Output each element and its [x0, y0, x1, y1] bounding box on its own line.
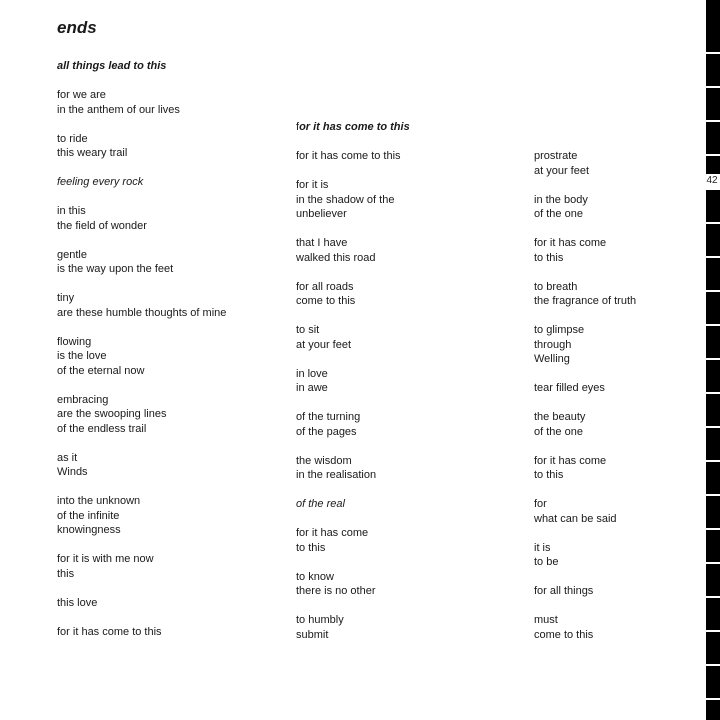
poem-line: of the infinite	[57, 509, 120, 522]
strip-gap	[706, 86, 720, 88]
stanza	[296, 178, 516, 222]
poem-line: to this	[296, 541, 326, 554]
poem-line: to ride	[57, 132, 88, 145]
poem-line: for all roads	[296, 280, 354, 293]
poem-line: to know	[296, 570, 334, 583]
section-heading	[296, 120, 516, 135]
stanza	[296, 570, 516, 599]
strip-gap	[706, 562, 720, 564]
poem-line: this love	[57, 596, 98, 609]
strip-gap	[706, 460, 720, 462]
poem-line: of the real	[296, 498, 345, 510]
strip-gap	[706, 596, 720, 598]
stanza	[296, 526, 516, 555]
strip-gap	[706, 188, 720, 190]
poem-line: of the pages	[296, 425, 357, 438]
stanza	[57, 451, 277, 480]
poem-line: embracing	[57, 393, 109, 406]
strip-gap	[706, 494, 720, 496]
stanza	[534, 613, 704, 642]
stanza	[57, 596, 277, 611]
poem-line: come to this	[296, 295, 356, 307]
poem-line: what can be said	[534, 512, 617, 525]
stanza	[296, 613, 516, 642]
poem-line: to breath	[534, 280, 578, 293]
stanza	[296, 497, 516, 512]
poem-line: as it	[57, 451, 78, 464]
strip-gap	[706, 426, 720, 428]
poem-line: Welling	[534, 353, 570, 365]
poem-line: flowing	[57, 335, 92, 348]
poem-line: tiny	[57, 292, 75, 304]
poem-line: for	[534, 498, 547, 510]
stanza	[534, 193, 704, 222]
poem-line: to this	[534, 469, 564, 481]
poem-line: the beauty	[534, 411, 586, 423]
poem-line: for it is	[296, 179, 329, 191]
poem-line: feeling every rock	[57, 176, 144, 188]
poem-column-2	[296, 120, 516, 657]
poem-line: to humbly	[296, 614, 344, 626]
stanza	[57, 625, 277, 640]
poem-line: for it has come to this	[57, 625, 162, 638]
poem-line: all things lead to this	[57, 60, 167, 72]
poem-line: for it has come	[534, 454, 607, 467]
strip-gap	[706, 358, 720, 360]
poem-line: to be	[534, 556, 559, 568]
poem-line: for it is with me now	[57, 553, 154, 565]
stanza	[534, 236, 704, 265]
heading-first-letter: f	[296, 121, 300, 133]
section-heading-line	[296, 120, 516, 135]
poem-line: there is no other	[296, 585, 376, 597]
poem-line: to glimpse	[534, 324, 585, 336]
stanza	[534, 149, 704, 178]
poem-line: in the body	[534, 193, 588, 206]
stanza	[296, 454, 516, 483]
poem-line: in the shadow of the	[296, 193, 395, 206]
poem-line: come to this	[534, 628, 594, 641]
poem-line: is the love	[57, 350, 107, 362]
poem-line: of the one	[534, 425, 583, 438]
stanza	[57, 393, 277, 437]
poem-line: the field of wonder	[57, 219, 147, 232]
strip-gap	[706, 154, 720, 156]
strip-gap	[706, 698, 720, 700]
poem-line: must	[534, 614, 558, 626]
poem-line: to sit	[296, 324, 320, 336]
poem-line: in the anthem of our lives	[57, 103, 180, 116]
poem-line: of the one	[534, 208, 583, 220]
stanza	[296, 367, 516, 396]
poem-line: are these humble thoughts of mine	[57, 306, 227, 319]
poem-line: to this	[534, 251, 564, 264]
page-number: 42	[704, 174, 720, 188]
stanza	[534, 454, 704, 483]
strip-gap	[706, 664, 720, 666]
poem-line: prostrate	[534, 150, 578, 162]
poem-line: is the way upon the feet	[57, 263, 174, 275]
poem-line: for all things	[534, 585, 594, 597]
poem-line: knowingness	[57, 524, 121, 536]
stanza	[57, 59, 277, 74]
strip-gap	[706, 256, 720, 258]
poem-line: gentle	[57, 248, 87, 261]
stanza	[296, 323, 516, 352]
strip-gap	[706, 392, 720, 394]
poem-line: of the turning	[296, 411, 361, 423]
poem-line: for it has come	[534, 237, 607, 249]
stanza	[57, 88, 277, 117]
poem-line: tear filled eyes	[534, 382, 605, 394]
poem-column-1	[57, 59, 277, 654]
stanza	[57, 248, 277, 277]
poem-line: unbeliever	[296, 208, 347, 220]
poem-line: at your feet	[534, 164, 590, 177]
poem-line: in this	[57, 205, 86, 217]
poem-line: it is	[534, 541, 551, 554]
stanza	[534, 584, 704, 599]
stanza	[296, 280, 516, 309]
poem-line: of the eternal now	[57, 364, 145, 377]
page-edge-tab-strip	[706, 0, 720, 720]
stanza	[57, 335, 277, 379]
stanza	[534, 541, 704, 570]
poem-line: for it has come	[296, 527, 369, 539]
poem-line: Winds	[57, 466, 88, 478]
stanza	[57, 204, 277, 233]
strip-gap	[706, 528, 720, 530]
poem-line: into the unknown	[57, 495, 141, 507]
poem-line: in love	[296, 367, 328, 380]
stanza	[534, 280, 704, 309]
poem-line: of the endless trail	[57, 422, 147, 435]
stanza	[534, 497, 704, 526]
page-title: ends	[57, 18, 97, 37]
stanza	[57, 132, 277, 161]
stanza	[57, 494, 277, 538]
poem-line: in the realisation	[296, 469, 377, 481]
strip-gap	[706, 630, 720, 632]
stanza	[296, 149, 516, 164]
stanza	[296, 410, 516, 439]
poem-column-3	[534, 149, 704, 657]
strip-gap	[706, 120, 720, 122]
stanza	[534, 323, 704, 367]
strip-gap	[706, 52, 720, 54]
poem-line: this weary trail	[57, 147, 128, 159]
poem-line: through	[534, 338, 572, 351]
heading-rest: or it has come to this	[299, 121, 410, 133]
poem-line: this	[57, 567, 75, 580]
strip-gap	[706, 290, 720, 292]
poem-line: are the swooping lines	[57, 408, 167, 420]
poem-line: for it has come to this	[296, 150, 401, 162]
strip-gap	[706, 222, 720, 224]
poem-line: walked this road	[296, 251, 376, 264]
stanza	[534, 381, 704, 396]
poem-line: submit	[296, 628, 329, 641]
poem-line: that I have	[296, 237, 348, 249]
stanza	[57, 175, 277, 190]
stanza	[534, 410, 704, 439]
stanza	[57, 291, 277, 320]
poem-line: the wisdom	[296, 454, 352, 467]
stanza	[57, 552, 277, 581]
poem-line: the fragrance of truth	[534, 295, 637, 307]
poem-line: for we are	[57, 89, 106, 101]
poem-line: at your feet	[296, 338, 352, 351]
strip-gap	[706, 324, 720, 326]
stanza	[296, 236, 516, 265]
poem-line: in awe	[296, 382, 328, 394]
